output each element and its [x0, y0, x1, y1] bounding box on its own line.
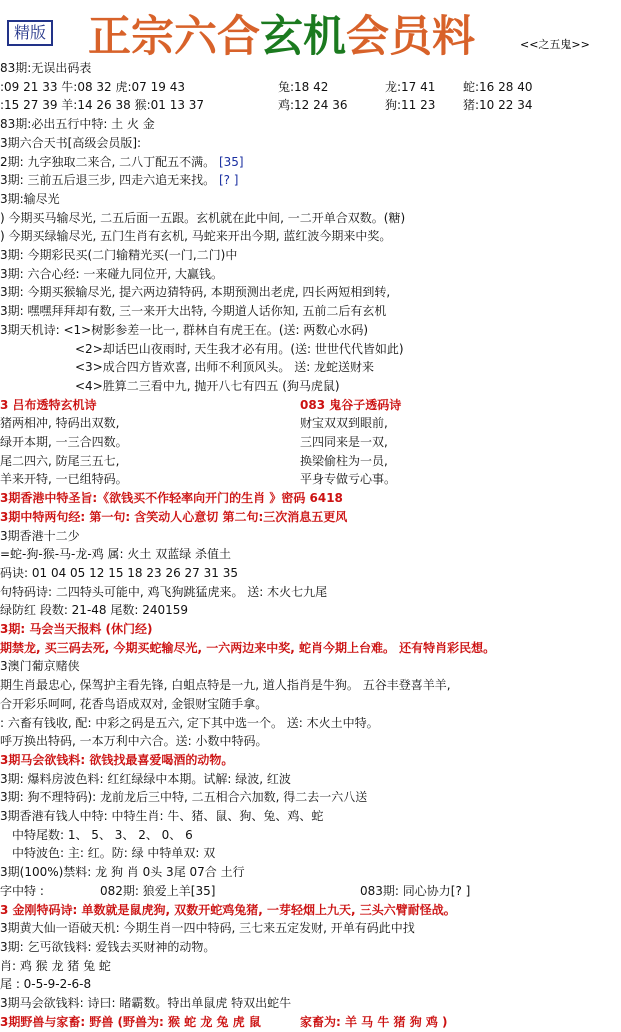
line-column: 3 吕布透特玄机诗: [0, 397, 97, 412]
text-line: [75, 357, 374, 377]
line-text: 句特码诗: 二四特头可能中, 鸡飞狗跳猛虎来。 送: 木火七九尾: [0, 584, 328, 599]
line-tail: [35]: [215, 154, 244, 169]
text-line: [12, 843, 215, 863]
text-line: [12, 825, 193, 845]
line-column: 财宝双双到眼前,: [300, 416, 388, 431]
header: [0, 0, 621, 60]
line-text: 3期黄大仙一语破天机: 今期生肖一四中特码, 三七来五定发财, 开单有码此中找: [0, 921, 415, 936]
line-column: :15 27 39 羊:14 26 38 猴:01 13 37: [0, 98, 205, 113]
text-line: [0, 656, 80, 676]
text-line: [0, 731, 268, 751]
author-signature: <<之五鬼>>: [520, 38, 590, 51]
text-line: [0, 787, 367, 807]
text-line: [0, 619, 152, 639]
line-column: :09 21 33 牛:08 32 虎:07 19 43: [0, 79, 185, 94]
line-text: 83期:无误出码表: [0, 61, 92, 75]
line-text: ) 今期买马输尽光, 二五后面一五跟。玄机就在此中间, 一二开单合双数。(糖): [0, 210, 406, 225]
line-text: 3期: 马会当天报料 (休门经): [0, 622, 153, 636]
line-text: 3期: 今期彩民买(二门输精光买(一门,二门)中: [0, 248, 238, 262]
line-text: 3期:输尽光: [0, 191, 60, 206]
text-line: [0, 993, 291, 1013]
line-column: 平身专做亏心事。: [300, 472, 397, 487]
line-text: 2期: 九字独取二来合, 二八丁配五不满。: [0, 154, 216, 169]
line-text: 3期马会欲钱料: 欲钱找最喜爱喝酒的动物。: [0, 752, 234, 767]
text-line: [0, 226, 391, 246]
text-line: [0, 301, 386, 321]
line-text: 期生肖最忠心, 保驾护主看先锋, 白蛆点特是一九, 道人指肖是牛狗。 五谷丰登喜羊羊,: [0, 678, 451, 693]
text-line: [0, 133, 141, 153]
text-line: [0, 320, 368, 340]
text-line: [0, 208, 405, 228]
text-line: [0, 152, 244, 172]
line-text: 3期香港十二少: [0, 528, 80, 543]
line-text: 3期: 乞丐欲钱料: 爱钱去买财神的动物。: [0, 939, 216, 954]
line-column: 狗:11 23: [385, 98, 436, 113]
line-text: 3期马会欲钱料: 诗曰: 睹霸数。特出单鼠虎 特双出蛇牛: [0, 996, 292, 1010]
text-line: [0, 638, 495, 658]
text-line: [0, 806, 323, 826]
line-text: 3期: 六合心经: 一来碰九同位开, 大赢钱。: [0, 266, 223, 281]
line-text: 3期: 今期买猴输尽光, 提六两边猜特码, 本期预测出老虎, 四长两短相到转,: [0, 285, 391, 300]
title-part-3: 会员料: [346, 12, 475, 62]
line-column: 兔:18 42: [278, 79, 329, 94]
text-line: [75, 376, 340, 396]
line-text: 3期中特两句经: 第一句: 含笑动人心意切 第二句:三次消息五更风: [0, 509, 348, 524]
title-part-2: 玄机: [260, 12, 346, 62]
text-line: [0, 769, 291, 789]
line-tail: [? ]: [215, 173, 239, 188]
text-line: [0, 713, 379, 733]
text-line: [0, 900, 456, 920]
line-column: 082期: 狼爱上羊[35]: [100, 883, 216, 898]
text-line: [0, 58, 91, 78]
line-text: 3 金刚特码诗: 单数就是鼠虎狗, 双数开蛇鸡兔猪, 一芽轻烟上九天, 三头六臂耐怪战。: [0, 902, 456, 917]
text-line: [0, 918, 415, 938]
line-text: 3期: 爆料房波色料: 红红绿绿中本期。试解: 绿波, 红波: [0, 771, 291, 786]
text-line: [0, 544, 231, 564]
line-text: 码诀: 01 04 05 12 15 18 23 26 27 31 35: [0, 565, 238, 580]
text-line: [0, 245, 237, 265]
text-line: [0, 526, 80, 546]
line-column: 猪:10 22 34: [463, 98, 533, 113]
page-title: [88, 3, 475, 64]
text-line: [0, 563, 238, 583]
line-text: 3期香港中特圣旨:《欲钱买不作轻率向开门的生肖 》密码 6418: [0, 491, 343, 506]
line-column: 换梁偷柱为一员,: [300, 453, 388, 468]
line-text: 呼万换出特码, 一本万利中六合。送: 小数中特码。: [0, 734, 268, 749]
text-line: [0, 282, 390, 302]
text-line: [0, 189, 60, 209]
line-text: 合开彩乐呵呵, 花香鸟语成双对, 金银财宝随手拿。: [0, 696, 268, 711]
text-line: [0, 264, 223, 284]
line-column: 3期野兽与家畜: 野兽 (野兽为: 猴 蛇 龙 兔 虎 鼠: [0, 1014, 261, 1029]
line-text: <2>却话巴山夜雨时, 天生我才必有用。(送: 世世代代皆如此): [75, 341, 404, 356]
line-text: 3期(100%)禁料: 龙 狗 肖 0头 3尾 07合 土行: [0, 865, 245, 880]
line-text: 3期六合天书[高级会员版]:: [0, 135, 142, 150]
line-text: : 六畜有钱收, 配: 中彩之码是五六, 定下其中选一个。 送: 木火土中特。: [0, 715, 379, 730]
line-text: 肖: 鸡 猴 龙 猪 兔 蛇: [0, 958, 111, 973]
line-text: 83期:必出五行中特: 土 火 金: [0, 117, 155, 132]
line-text: 期禁龙, 买三码去死, 今期买蛇输尽光, 一六两边来中奖, 蛇肖今期上台难。 还有特肖彩民想。: [0, 640, 496, 655]
line-column: 字中特 :: [0, 883, 44, 898]
line-column: 蛇:16 28 40: [463, 79, 533, 94]
text-line: [0, 862, 245, 882]
line-text: 3澳门葡京赌侠: [0, 659, 80, 674]
text-line: [75, 339, 404, 359]
line-column: 家畜为: 羊 马 牛 猪 狗 鸡 ): [300, 1014, 448, 1029]
line-text: 3期香港有钱人中特: 中特生肖: 牛、猪、鼠、狗、兔、鸡、蛇: [0, 809, 324, 823]
line-text: 尾 : 0-5-9-2-6-8: [0, 977, 92, 992]
line-text: 绿防红 段数: 21-48 尾数: 240159: [0, 603, 189, 618]
line-text: 3期: 三前五后退三步, 四走六追无来找。: [0, 173, 216, 188]
line-column: 羊来开特, 一已组特码。: [0, 472, 128, 487]
line-text: ) 今期买绿输尽光, 五门生肖有玄机, 马蛇来开出今期, 蓝红波今期来中奖。: [0, 229, 392, 244]
line-column: 083期: 同心协力[? ]: [360, 883, 471, 898]
text-line: [0, 507, 347, 527]
line-column: 鸡:12 24 36: [278, 98, 348, 113]
line-text: 中特尾数: 1、 5、 3、 2、 0、 6: [12, 827, 193, 842]
line-column: 三四同来是一双,: [300, 435, 388, 449]
line-column: 尾二四六, 防尾三五七,: [0, 453, 120, 468]
text-line: [0, 974, 91, 994]
text-line: [0, 582, 327, 602]
line-text: 3期天机诗: <1>树影参差一比一, 群林自有虎王在。(送: 两数心水码): [0, 322, 369, 337]
text-line: [0, 694, 267, 714]
line-text: =蛇-狗-猴-马-龙-鸡 属: 火土 双蓝绿 杀值土: [0, 547, 232, 562]
text-line: [0, 750, 233, 770]
text-line: [0, 600, 188, 620]
line-column: 083 鬼谷子透码诗: [300, 397, 402, 412]
text-line: [0, 956, 111, 976]
line-column: 绿开本期, 一三合四数。: [0, 435, 128, 449]
line-text: <4>胜算二三看中九, 抛开八七有四五 (狗马虎鼠): [75, 378, 340, 393]
line-text: 中特波色: 主: 红。防: 绿 中特单双: 双: [12, 846, 216, 861]
text-line: [0, 675, 451, 695]
line-column: 猪两相冲, 特码出双数,: [0, 416, 120, 431]
line-column: 龙:17 41: [385, 79, 436, 94]
text-line: [0, 114, 155, 134]
line-text: <3>成合四方皆欢喜, 出师不利顶风头。 送: 龙蛇送财来: [75, 360, 375, 375]
title-part-1: 正宗六合: [88, 12, 260, 62]
line-text: 3期: 狗不理特码): 龙前龙后三中特, 二五相合六加数, 得二去一六八送: [0, 790, 368, 805]
line-text: 3期: 嘿嘿拜拜却有数, 三一来开大出特, 今期道人话你知, 五前二后有玄机: [0, 304, 387, 319]
text-line: [0, 488, 343, 508]
text-line: [0, 937, 215, 957]
text-line: [0, 170, 239, 190]
edition-badge: 精版: [7, 20, 53, 46]
